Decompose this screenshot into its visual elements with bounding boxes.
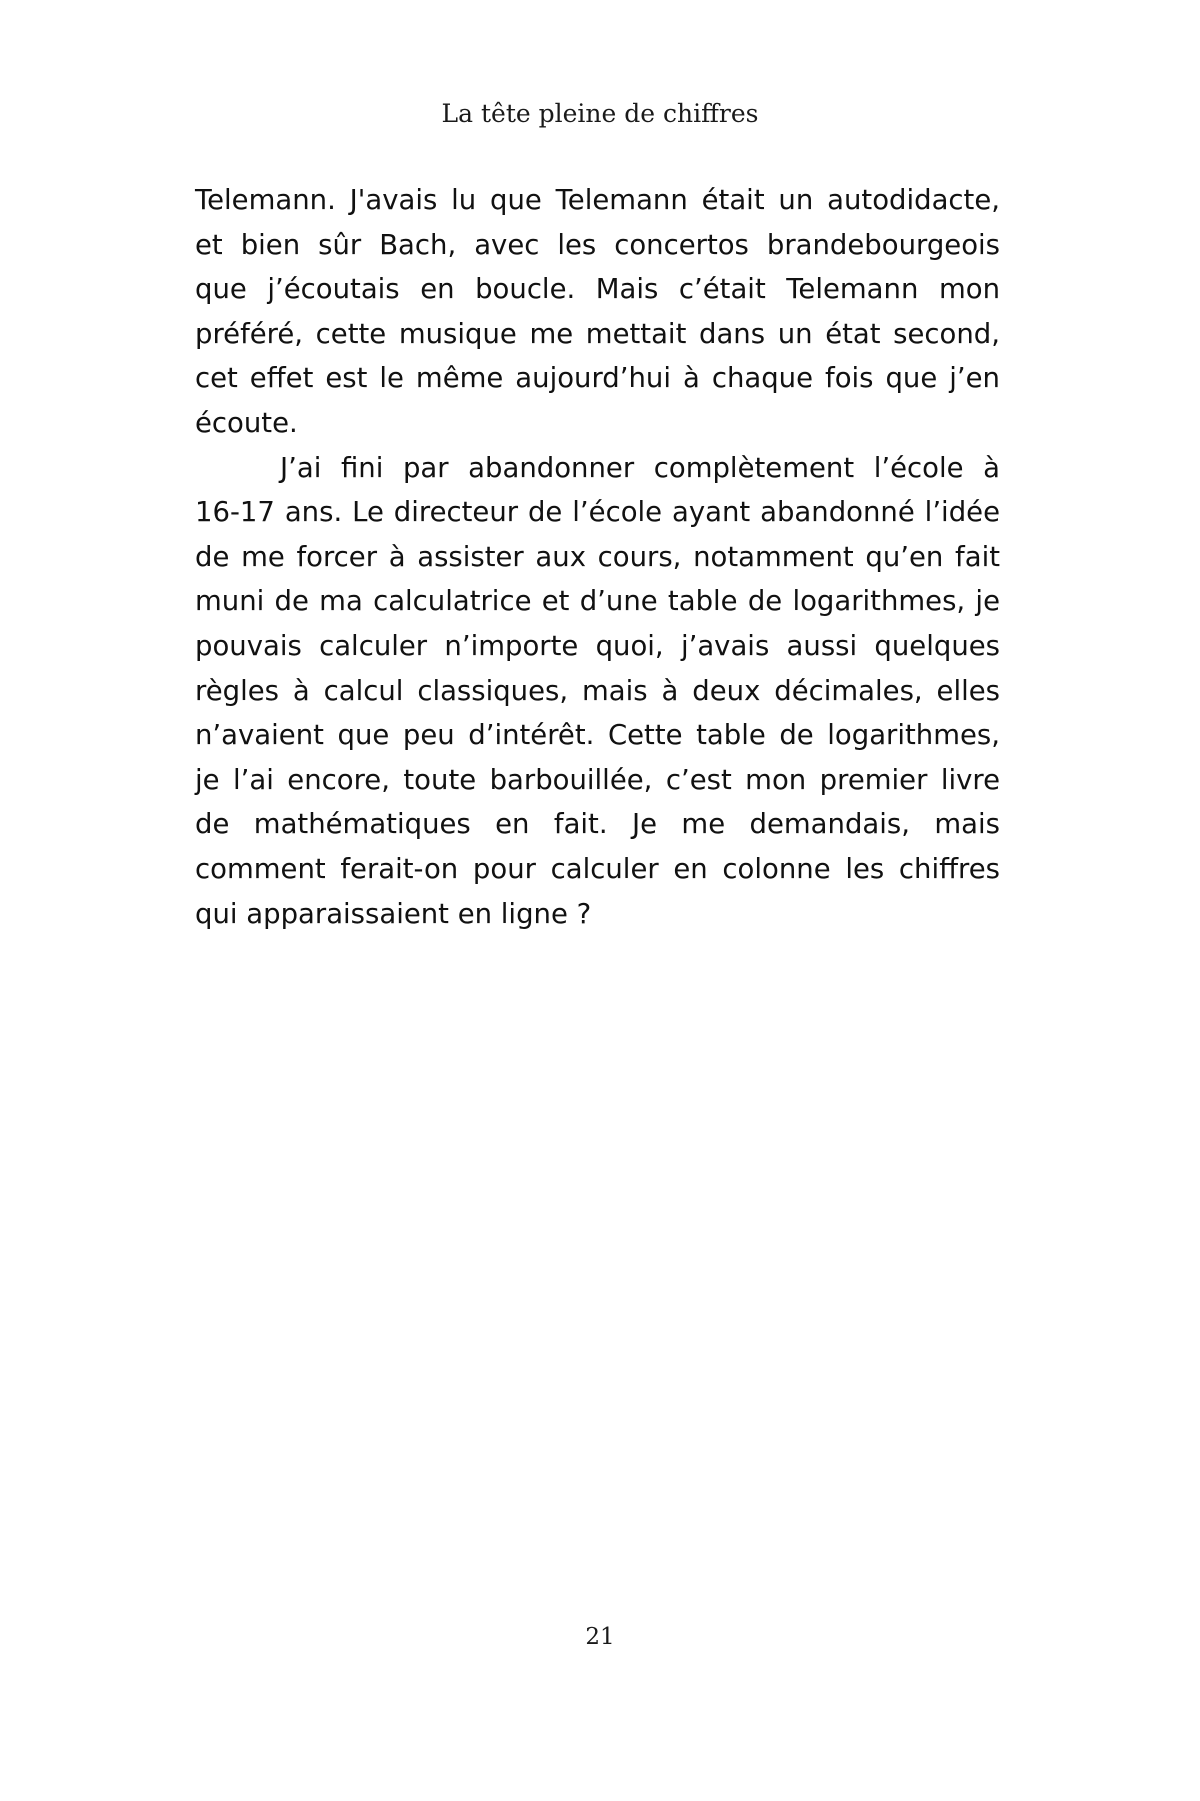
text-line: de mathématiques en fait. Je me demandais, mais <box>195 808 1000 841</box>
text-line: 16-17 ans. Le directeur de l’école ayant abandonné l’idée <box>195 496 1000 529</box>
text-line: pouvais calculer n’importe quoi, j’avais aussi quelques <box>195 629 1000 662</box>
text-line: comment ferait-on pour calculer en colonne les chiffres <box>195 852 1000 885</box>
running-header: La tête pleine de chiffres <box>441 99 759 128</box>
text-line: et bien sûr Bach, avec les concertos brandebourgeois <box>195 228 1000 261</box>
text-line: Telemann. J'avais lu que Telemann était un autodidacte, <box>195 184 1000 216</box>
text-line: de me forcer à assister aux cours, notamment qu’en fait <box>195 540 1000 573</box>
text-line: que j’écoutais en boucle. Mais c’était Telemann mon <box>195 273 1000 306</box>
text-line: J’ai fini par abandonner complètement l’école à <box>280 451 1000 484</box>
text-line: écoute. <box>195 406 298 439</box>
text-line: je l’ai encore, toute barbouillée, c’est mon premier livre <box>195 763 1000 796</box>
text-line: cet effet est le même aujourd’hui à chaque fois que j’en <box>195 362 1000 395</box>
text-line: qui apparaissaient en ligne ? <box>195 897 592 930</box>
text-line: règles à calcul classiques, mais à deux décimales, elles <box>195 674 1000 707</box>
text-line: n’avaient que peu d’intérêt. Cette table de logarithmes, <box>195 719 1000 752</box>
paragraph-1 <box>195 178 1000 446</box>
paragraph-2 <box>195 446 1000 937</box>
text-line: muni de ma calculatrice et d’une table de logarithmes, je <box>195 585 1000 618</box>
body-text <box>195 178 1000 936</box>
page-number: 21 <box>585 1624 615 1650</box>
text-line: préféré, cette musique me mettait dans un état second, <box>195 317 1000 350</box>
